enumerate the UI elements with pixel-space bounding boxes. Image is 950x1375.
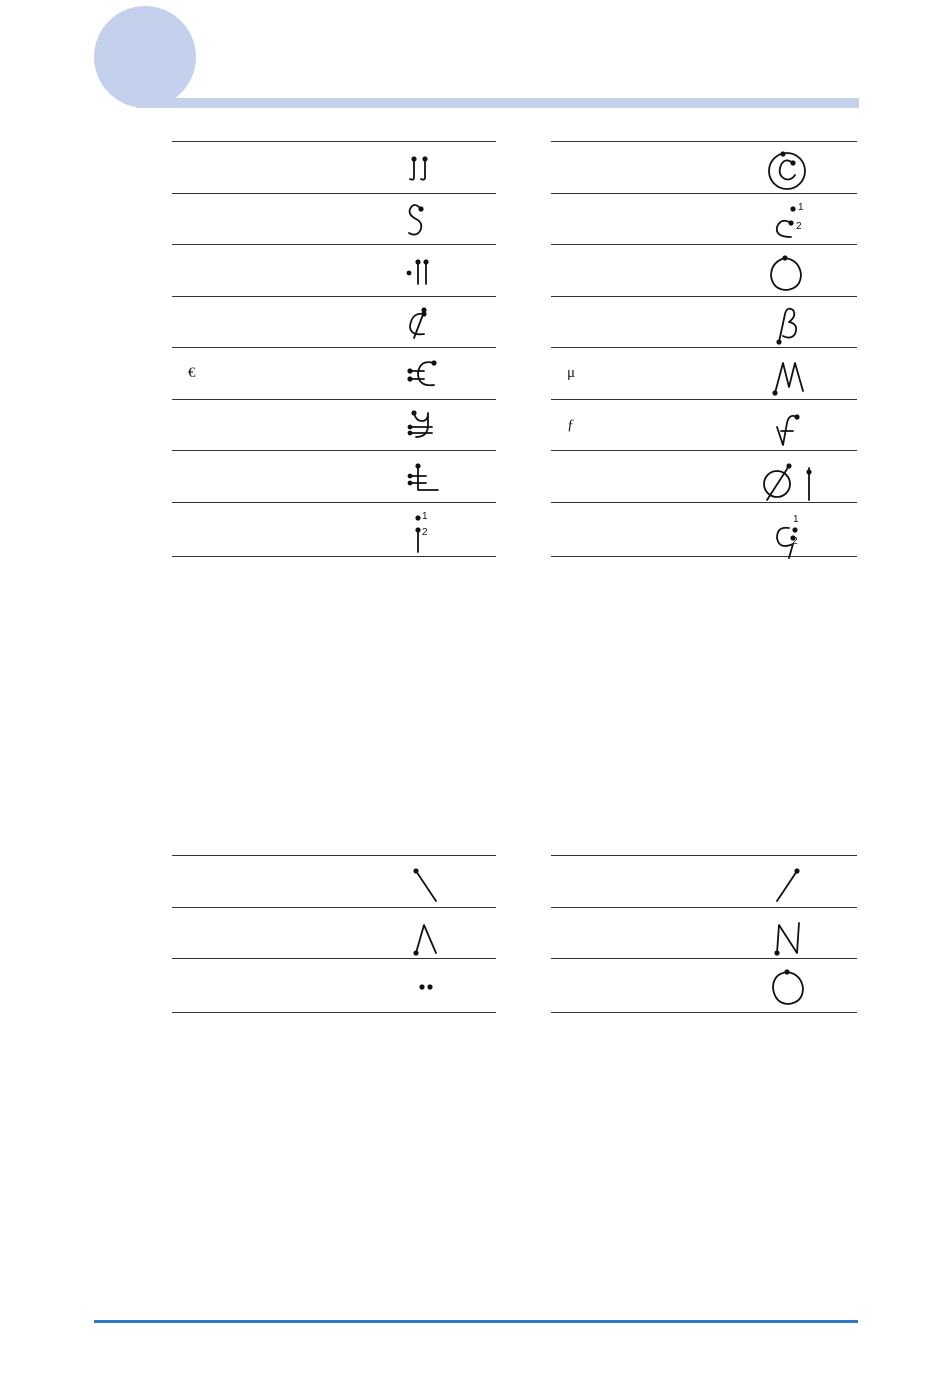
- table-row: [551, 502, 857, 557]
- stroke-order-2: 2: [792, 535, 798, 547]
- table-row: [172, 907, 496, 959]
- circle-stroke-icon: [763, 964, 807, 1006]
- pound-stroke-icon: [406, 456, 450, 498]
- character-label: €: [188, 365, 196, 381]
- footer-rule: [94, 1320, 858, 1323]
- stroke-table-top-left: [172, 141, 496, 557]
- table-row: [172, 244, 496, 296]
- character-label: μ: [567, 365, 576, 381]
- chapter-tab-circle: [94, 6, 196, 108]
- pilcrow-stroke-icon: [406, 250, 450, 292]
- table-row: [172, 141, 496, 193]
- stroke-order-1: 1: [798, 201, 804, 213]
- stroke-order-1: 1: [793, 513, 799, 525]
- double-quote-stroke-icon: [406, 147, 450, 189]
- mu-stroke-icon: [763, 353, 807, 395]
- copyright-stroke-icon: [763, 147, 807, 189]
- table-row: [551, 244, 857, 296]
- table-row: [551, 347, 857, 399]
- stroke-table-top-right: [551, 141, 857, 557]
- table-row: [172, 399, 496, 451]
- stroke-order-1: 1: [422, 510, 428, 522]
- section-stroke-icon: [406, 199, 450, 241]
- table-row: [172, 450, 496, 502]
- table-row: [551, 907, 857, 959]
- two-dots-stroke-icon: [406, 964, 450, 1006]
- n-stroke-icon: [763, 913, 807, 955]
- table-row: [551, 141, 857, 193]
- inverted-question-stroke-icon: [763, 508, 807, 550]
- inverted-exclamation-stroke-icon: [406, 508, 450, 550]
- stroke-table-bottom-right: [551, 855, 857, 1013]
- table-row: [551, 399, 857, 451]
- stroke-order-2: 2: [422, 526, 428, 538]
- table-row: [172, 347, 496, 399]
- character-label: ƒ: [567, 416, 575, 433]
- table-row: [172, 958, 496, 1013]
- table-row: [551, 193, 857, 245]
- table-row: [551, 450, 857, 502]
- table-row: [172, 296, 496, 348]
- cent-stroke-icon: [406, 302, 450, 344]
- table-row: [551, 855, 857, 907]
- c-dot-stroke-icon: [763, 199, 807, 241]
- slash-stroke-icon: [763, 861, 807, 903]
- stroke-table-bottom-left: [172, 855, 496, 1013]
- caret-stroke-icon: [406, 913, 450, 955]
- degree-stroke-icon: [763, 250, 807, 292]
- euro-stroke-icon: [406, 353, 450, 395]
- backslash-stroke-icon: [406, 861, 450, 903]
- table-row: [172, 193, 496, 245]
- table-row: [551, 296, 857, 348]
- table-row: [551, 958, 857, 1013]
- stroke-order-2: 2: [796, 220, 802, 232]
- beta-stroke-icon: [763, 302, 807, 344]
- yen-stroke-icon: [406, 405, 450, 447]
- table-row: [172, 502, 496, 557]
- florin-stroke-icon: [763, 405, 807, 447]
- chapter-header-bar: [136, 98, 859, 108]
- table-row: [172, 855, 496, 907]
- per-mille-stroke-icon: [763, 456, 807, 498]
